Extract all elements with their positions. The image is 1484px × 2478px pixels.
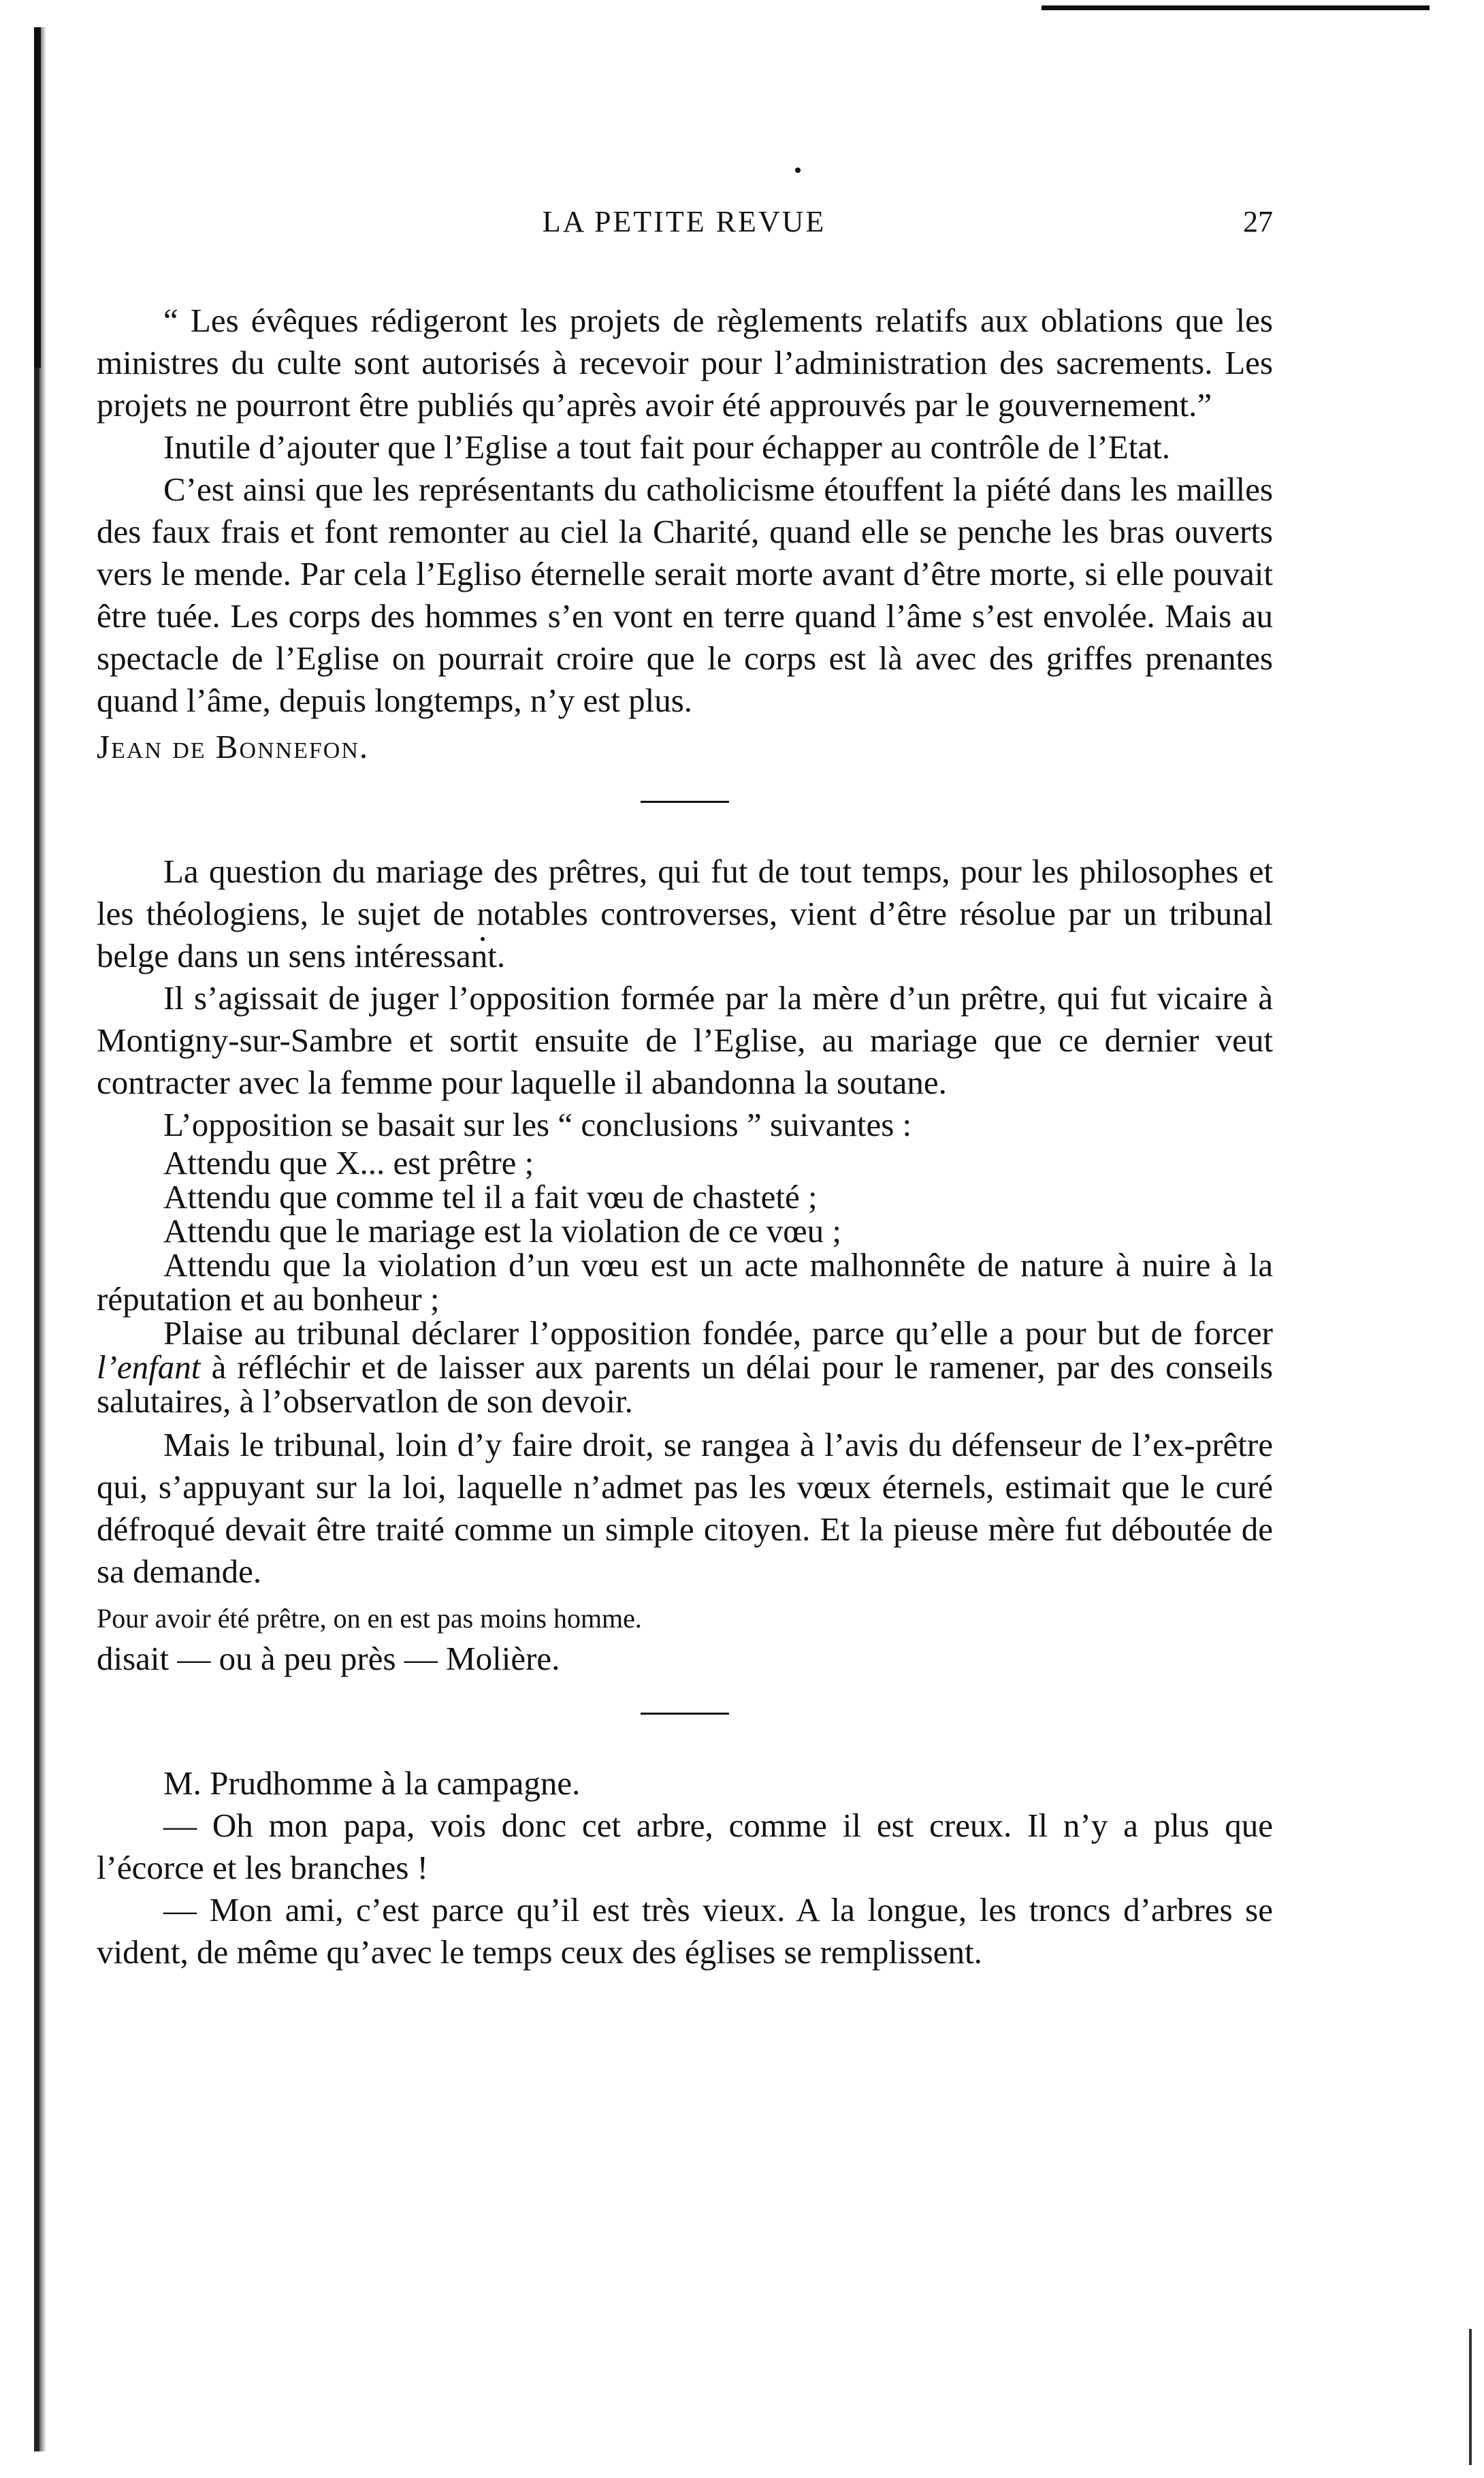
conclusion-item: [97, 1316, 1273, 1418]
conclusion-item: Attendu que le mariage est la violation de ce vœu ;: [163, 1212, 842, 1250]
paragraph: C’est ainsi que les représentants du catholicisme étouffent la piété dans les mailles des faux frais et font remonter au ciel la Charité, quand elle se penche les bras ouverts vers le mende. Par cela l’Egliso éternelle serait morte avant d’être morte, si elle pouvait être tuée. Les corps des hommes s’en vont en terre quand l’âme s’est envolée. Mais au spectacle de l’Eglise on pourrait croire que le corps est là avec des griffes prenantes quand l’âme, depuis longtemps, n’y est plus.: [97, 471, 1273, 719]
paragraph: La question du mariage des prêtres, qui fut de tout temps, pour les philosophes et les théologiens, le sujet de notables controverses, vient d’être résolue par un tribunal belge dans un sens intéressant.: [97, 853, 1273, 974]
ink-speck: [795, 168, 801, 173]
emphasis-text: l’enfant: [97, 1348, 201, 1386]
section-separator: [641, 801, 729, 803]
running-title: LA PETITE REVUE: [542, 205, 826, 238]
conclusion-item: Attendu que la violation d’un vœu est un acte malhonnête de nature à nuire à la réputation et au bonheur ;: [97, 1246, 1273, 1318]
paragraph: Inutile d’ajouter que l’Eglise a tout fait pour échapper au contrôle de l’Etat.: [163, 428, 1170, 466]
paragraph: Mais le tribunal, loin d’y faire droit, se rangea à l’avis du défenseur de l’ex-prêtre qui, s’appuyant sur la loi, laquelle n’admet pas les vœux éternels, estimait que le curé défroqué devait être traité comme un simple citoyen. Et la pieuse mère fut déboutée de sa demande.: [97, 1426, 1273, 1590]
conclusions-list: [97, 1146, 1273, 1418]
conclusion-text: à réfléchir et de laisser aux parents un délai pour le ramener, par des conseils salutaires, à l’observatlon de son devoir.: [97, 1348, 1273, 1420]
page-body: [97, 300, 1273, 1973]
dialogue-line: — Mon ami, c’est parce qu’il est très vieux. A la longue, les troncs d’arbres se vident, de même qu’avec le temps ceux des églises se remplissent.: [97, 1891, 1273, 1971]
page-header: [95, 204, 1273, 245]
epigraph-quote: Pour avoir été prêtre, on en est pas moins homme.: [97, 1603, 642, 1634]
binding-edge-dark: [34, 27, 41, 368]
conclusion-item: Attendu que X... est prêtre ;: [163, 1144, 534, 1181]
page-number: 27: [1243, 205, 1273, 238]
conclusion-item: Attendu que comme tel il a fait vœu de chasteté ;: [163, 1178, 818, 1216]
paragraph: Il s’agissait de juger l’opposition formée par la mère d’un prêtre, qui fut vicaire à Montigny-sur-Sambre et sortit ensuite de l’Eglise, au mariage que ce dernier veut contracter avec la femme pour laquelle il abandonna la soutane.: [97, 979, 1273, 1101]
anecdote-title: M. Prudhomme à la campagne.: [163, 1764, 581, 1802]
quote-attribution: disait — ou à peu près — Molière.: [97, 1640, 560, 1677]
section-separator: [641, 1713, 729, 1715]
right-edge-mark: [1469, 2329, 1472, 2465]
conclusion-text: Plaise au tribunal déclarer l’opposition fondée, parce qu’elle a pour but de forcer: [163, 1314, 1273, 1352]
dialogue-line: — Oh mon papa, vois donc cet arbre, comme il est creux. Il n’y a plus que l’écorce et les branches !: [97, 1807, 1273, 1886]
paragraph: L’opposition se basait sur les “ conclusions ” suivantes :: [163, 1106, 912, 1143]
paragraph: “ Les évêques rédigeront les projets de règlements relatifs aux oblations que les ministres du culte sont autorisés à recevoir pour l’administration des sacrements. Les projets ne pourront être publiés qu’après avoir été approuvés par le gouvernement.”: [97, 302, 1273, 424]
author-signature: Jean de Bonnefon.: [97, 728, 370, 765]
binding-edge: [34, 27, 46, 2451]
top-edge-rule: [1042, 5, 1430, 10]
